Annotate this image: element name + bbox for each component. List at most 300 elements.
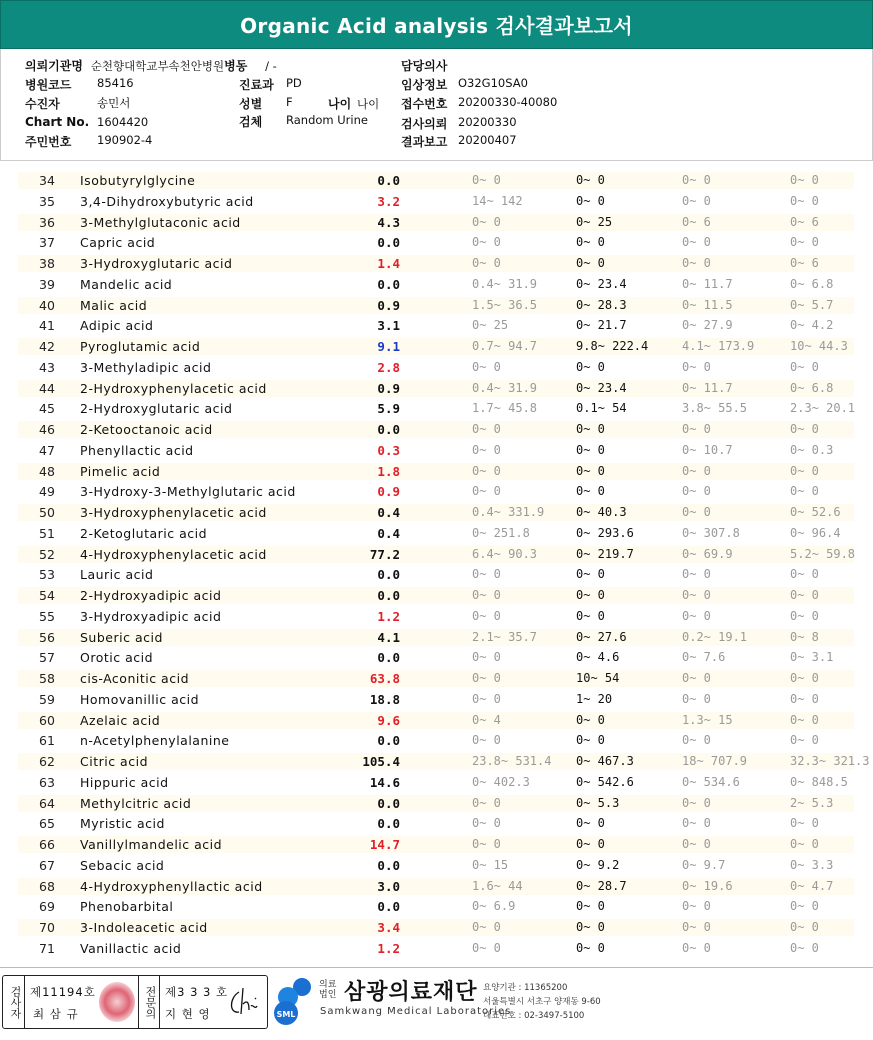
- table-row: [0, 813, 873, 834]
- reference-range-3: 0~ 0: [682, 608, 711, 623]
- reference-range-1: 0~ 0: [472, 795, 501, 810]
- reference-range-3: 0~ 0: [682, 173, 711, 187]
- reference-range-2: 0~ 28.3: [576, 297, 627, 312]
- row-number: 65: [39, 816, 55, 832]
- org-code: 요양기관 : 11365200: [483, 983, 568, 993]
- result-value: 14.6: [369, 774, 400, 790]
- row-number: 70: [39, 920, 55, 935]
- row-number: 46: [39, 422, 55, 437]
- reference-range-4: 0~ 8: [790, 629, 819, 644]
- result-value: 2.8: [377, 359, 400, 375]
- report-title: Organic Acid analysis 검사결과보고서: [0, 0, 873, 49]
- signature-box: [2, 975, 268, 1029]
- chart-value: 1604420: [97, 115, 149, 129]
- reference-range-2: 9.8~ 222.4: [576, 339, 649, 353]
- row-number: 58: [39, 671, 55, 686]
- row-number: 53: [39, 567, 55, 583]
- reference-range-2: 0~ 0: [576, 837, 605, 851]
- row-number: 44: [39, 380, 55, 396]
- reference-range-3: 0~ 0: [682, 567, 711, 582]
- reference-range-1: 0~ 0: [472, 608, 501, 623]
- report-label: 결과보고: [401, 135, 448, 149]
- reference-range-1: 0~ 0: [472, 837, 501, 851]
- reference-range-3: 0~ 534.6: [682, 774, 740, 789]
- analyte-name: 3-Hydroxy-3-Methylglutaric acid: [80, 484, 296, 500]
- row-number: 42: [39, 339, 55, 354]
- reference-range-4: 0~ 0: [790, 671, 819, 685]
- reference-range-1: 0~ 0: [472, 173, 501, 187]
- reference-range-3: 0~ 0: [682, 359, 711, 374]
- reference-range-1: 0.4~ 31.9: [472, 276, 538, 291]
- reference-range-1: 0~ 15: [472, 857, 509, 872]
- reference-range-2: 0~ 9.2: [576, 857, 620, 872]
- reference-range-2: 0~ 0: [576, 463, 605, 478]
- table-row: [0, 606, 873, 627]
- table-row: [0, 668, 873, 689]
- result-value: 3.1: [377, 318, 400, 334]
- reference-range-3: 0~ 11.7: [682, 276, 733, 291]
- reference-range-3: 0~ 0: [682, 816, 711, 831]
- row-number: 69: [39, 899, 55, 915]
- report-value: 20200407: [458, 133, 517, 147]
- row-number: 37: [39, 235, 55, 251]
- reference-range-2: 0~ 28.7: [576, 878, 627, 893]
- request-value: 20200330: [458, 115, 517, 129]
- result-value: 0.0: [377, 588, 400, 603]
- reference-range-2: 0~ 0: [576, 484, 605, 499]
- reference-range-1: 23.8~ 531.4: [472, 754, 552, 768]
- result-value: 1.4: [377, 256, 400, 271]
- reference-range-3: 0~ 0: [682, 795, 711, 810]
- org-address: 서울특별시 서초구 양재동 9-60: [483, 997, 601, 1007]
- analyte-name: Hippuric acid: [80, 774, 169, 790]
- row-number: 56: [39, 629, 55, 645]
- result-value: 3.0: [377, 878, 400, 894]
- reference-range-4: 0~ 6.8: [790, 380, 834, 395]
- reference-range-4: 0~ 0: [790, 691, 819, 706]
- result-value: 0.0: [377, 567, 400, 583]
- reference-range-1: 0~ 0: [472, 816, 501, 831]
- row-number: 52: [39, 546, 55, 562]
- reference-range-2: 0~ 23.4: [576, 276, 627, 291]
- reference-range-1: 0~ 0: [472, 214, 501, 229]
- table-row: [0, 336, 873, 357]
- table-row: [0, 461, 873, 482]
- examiner-label: 검사자: [9, 985, 22, 1019]
- reference-range-2: 0~ 0: [576, 256, 605, 270]
- resident-value: 190902-4: [97, 133, 153, 147]
- reference-range-3: 1.3~ 15: [682, 712, 733, 727]
- analyte-name: 3-Methyladipic acid: [80, 359, 212, 375]
- row-number: 48: [39, 463, 55, 479]
- analyte-name: Orotic acid: [80, 650, 154, 666]
- reference-range-3: 0~ 10.7: [682, 442, 733, 457]
- reference-range-4: 0~ 0: [790, 940, 819, 955]
- reference-range-1: 6.4~ 90.3: [472, 546, 538, 561]
- reference-range-4: 0~ 0: [790, 359, 819, 374]
- reference-range-4: 0~ 3.1: [790, 650, 834, 665]
- reference-range-1: 0~ 402.3: [472, 774, 530, 789]
- analyte-name: Capric acid: [80, 235, 156, 251]
- row-number: 38: [39, 256, 55, 271]
- doctor-label: 담당의사: [401, 59, 448, 73]
- table-row: [0, 481, 873, 502]
- reference-range-4: 0~ 96.4: [790, 525, 841, 540]
- reference-range-4: 0~ 0: [790, 588, 819, 602]
- analyte-name: 3-Methylglutaconic acid: [80, 214, 241, 230]
- reference-range-4: 0~ 0: [790, 899, 819, 914]
- table-row: [0, 772, 873, 793]
- reference-range-3: 0~ 27.9: [682, 318, 733, 333]
- reference-range-3: 0~ 0: [682, 484, 711, 499]
- chart-label: Chart No.: [25, 115, 90, 129]
- reference-range-1: 0~ 251.8: [472, 525, 530, 540]
- row-number: 55: [39, 608, 55, 624]
- result-value: 1.2: [377, 940, 400, 956]
- ward-label: 병동: [224, 59, 248, 73]
- reference-range-3: 0~ 7.6: [682, 650, 726, 665]
- analyte-name: Pimelic acid: [80, 463, 161, 479]
- table-row: [0, 544, 873, 565]
- reference-range-1: 2.1~ 35.7: [472, 629, 538, 644]
- reference-range-4: 2~ 5.3: [790, 795, 834, 810]
- reference-range-4: 0~ 0: [790, 816, 819, 831]
- patient-value: 송민서: [97, 96, 131, 110]
- result-value: 0.0: [377, 857, 400, 873]
- reference-range-2: 0.1~ 54: [576, 401, 627, 416]
- reference-range-2: 0~ 0: [576, 733, 605, 748]
- reference-range-3: 0~ 0: [682, 940, 711, 955]
- row-number: 64: [39, 795, 55, 811]
- table-row: [0, 564, 873, 585]
- row-number: 51: [39, 525, 55, 541]
- table-row: [0, 212, 873, 233]
- reference-range-2: 0~ 21.7: [576, 318, 627, 333]
- reference-range-2: 0~ 0: [576, 588, 605, 602]
- result-value: 0.0: [377, 795, 400, 811]
- receipt-label: 접수번호: [401, 97, 448, 111]
- row-number: 59: [39, 691, 55, 707]
- result-value: 0.0: [377, 173, 400, 188]
- result-value: 0.0: [377, 733, 400, 749]
- analyte-name: 4-Hydroxyphenyllactic acid: [80, 878, 263, 894]
- reference-range-3: 0~ 307.8: [682, 525, 740, 540]
- patient-info-section: [0, 49, 873, 161]
- reference-range-3: 18~ 707.9: [682, 754, 748, 768]
- age-label: 나이: [328, 97, 352, 111]
- reference-range-3: 0~ 69.9: [682, 546, 733, 561]
- analyte-name: 4-Hydroxyphenylacetic acid: [80, 546, 267, 562]
- analyte-name: Sebacic acid: [80, 857, 165, 873]
- reference-range-4: 0~ 3.3: [790, 857, 834, 872]
- table-row: [0, 378, 873, 399]
- org-name: 삼광의료재단: [344, 980, 478, 1005]
- reference-range-2: 0~ 219.7: [576, 546, 634, 561]
- reference-range-4: 0~ 0: [790, 920, 819, 934]
- reference-range-1: 0~ 0: [472, 567, 501, 582]
- result-value: 63.8: [369, 671, 400, 686]
- row-number: 54: [39, 588, 55, 603]
- analyte-name: 3-Hydroxyadipic acid: [80, 608, 222, 624]
- org-english-name: Samkwang Medical Laboratories: [320, 1006, 512, 1017]
- analyte-name: Vanillylmandelic acid: [80, 837, 223, 852]
- reference-range-4: 2.3~ 20.1: [790, 401, 856, 416]
- reference-range-4: 0~ 0: [790, 837, 819, 851]
- reference-range-2: 0~ 5.3: [576, 795, 620, 810]
- table-row: [0, 876, 873, 897]
- result-value: 0.9: [377, 380, 400, 396]
- analyte-name: 2-Hydroxyadipic acid: [80, 588, 222, 603]
- result-value: 105.4: [362, 754, 400, 769]
- department-label: 진료과: [239, 78, 274, 92]
- result-value: 3.2: [377, 193, 400, 209]
- reference-range-3: 0~ 0: [682, 235, 711, 250]
- reference-range-1: 0~ 0: [472, 671, 501, 685]
- org-prefix: 의료법인: [319, 980, 337, 1000]
- row-number: 63: [39, 774, 55, 790]
- analyte-name: cis-Aconitic acid: [80, 671, 190, 686]
- reference-range-2: 0~ 293.6: [576, 525, 634, 540]
- reference-range-1: 14~ 142: [472, 193, 523, 208]
- result-value: 0.4: [377, 525, 400, 541]
- row-number: 47: [39, 442, 55, 458]
- reference-range-1: 0~ 4: [472, 712, 501, 727]
- official-seal-icon: [99, 982, 135, 1022]
- hospital-code-value: 85416: [97, 76, 134, 90]
- row-number: 62: [39, 754, 55, 769]
- analyte-name: 2-Hydroxyglutaric acid: [80, 401, 233, 417]
- examiner-name: 최 삼 규: [33, 1007, 79, 1021]
- specialist-number: 제3 3 3 호: [165, 985, 229, 999]
- reference-range-3: 0~ 11.7: [682, 380, 733, 395]
- reference-range-2: 0~ 0: [576, 422, 605, 436]
- result-value: 0.4: [377, 505, 400, 520]
- result-value: 0.0: [377, 899, 400, 915]
- row-number: 67: [39, 857, 55, 873]
- institution-label: 의뢰기관명: [25, 59, 83, 73]
- reference-range-1: 1.5~ 36.5: [472, 297, 538, 312]
- analyte-name: Vanillactic acid: [80, 940, 182, 956]
- specimen-label: 검체: [239, 115, 263, 129]
- reference-range-4: 0~ 6: [790, 214, 819, 229]
- row-number: 34: [39, 173, 55, 188]
- reference-range-1: 0~ 0: [472, 422, 501, 436]
- reference-range-2: 0~ 0: [576, 608, 605, 623]
- sml-logo-icon: [272, 975, 316, 1025]
- reference-range-2: 0~ 0: [576, 442, 605, 457]
- reference-range-2: 0~ 0: [576, 940, 605, 955]
- table-row: [0, 938, 873, 959]
- institution-row: [25, 57, 277, 74]
- row-number: 35: [39, 193, 55, 209]
- analyte-name: Azelaic acid: [80, 712, 161, 728]
- reference-range-1: 0~ 0: [472, 588, 501, 602]
- department-value: PD: [286, 76, 302, 90]
- reference-range-1: 0~ 0: [472, 359, 501, 374]
- reference-range-3: 0~ 0: [682, 463, 711, 478]
- result-value: 0.0: [377, 276, 400, 292]
- receipt-value: 20200330-40080: [458, 95, 558, 109]
- row-number: 50: [39, 505, 55, 520]
- row-number: 61: [39, 733, 55, 749]
- reference-range-4: 0~ 6.8: [790, 276, 834, 291]
- reference-range-2: 0~ 0: [576, 173, 605, 187]
- analyte-name: 3-Hydroxyphenylacetic acid: [80, 505, 267, 520]
- table-row: [0, 191, 873, 212]
- row-number: 45: [39, 401, 55, 417]
- reference-range-2: 0~ 27.6: [576, 629, 627, 644]
- analyte-name: Pyroglutamic acid: [80, 339, 201, 354]
- reference-range-2: 0~ 0: [576, 567, 605, 582]
- table-row: [0, 502, 873, 523]
- analyte-name: Myristic acid: [80, 816, 165, 832]
- analyte-name: n-Acetylphenylalanine: [80, 733, 230, 749]
- reference-range-1: 0~ 0: [472, 235, 501, 250]
- clinical-value: O32G10SA0: [458, 76, 528, 90]
- reference-range-4: 0~ 0: [790, 608, 819, 623]
- table-row: [0, 295, 873, 316]
- analyte-name: Lauric acid: [80, 567, 154, 583]
- analyte-name: Adipic acid: [80, 318, 154, 334]
- row-number: 60: [39, 712, 55, 728]
- table-row: [0, 710, 873, 731]
- analyte-name: Mandelic acid: [80, 276, 173, 292]
- reference-range-4: 0~ 6: [790, 256, 819, 270]
- reference-range-4: 0~ 4.2: [790, 318, 834, 333]
- sex-label: 성별: [239, 97, 263, 111]
- reference-range-3: 0~ 0: [682, 899, 711, 914]
- row-number: 43: [39, 359, 55, 375]
- analyte-name: 3-Indoleacetic acid: [80, 920, 208, 935]
- specialist-name: 지 현 영: [165, 1007, 211, 1021]
- row-number: 39: [39, 276, 55, 292]
- result-value: 0.0: [377, 422, 400, 437]
- reference-range-1: 0~ 0: [472, 691, 501, 706]
- analyte-name: Homovanillic acid: [80, 691, 200, 707]
- reference-range-3: 0~ 19.6: [682, 878, 733, 893]
- table-row: [0, 357, 873, 378]
- table-row: [0, 793, 873, 814]
- result-value: 77.2: [369, 546, 400, 562]
- analyte-name: 3-Hydroxyglutaric acid: [80, 256, 233, 271]
- reference-range-1: 0~ 0: [472, 442, 501, 457]
- reference-range-2: 0~ 0: [576, 712, 605, 727]
- result-value: 0.0: [377, 816, 400, 832]
- reference-range-1: 0.7~ 94.7: [472, 339, 538, 353]
- reference-range-2: 0~ 0: [576, 193, 605, 208]
- row-number: 71: [39, 940, 55, 956]
- reference-range-2: 0~ 0: [576, 899, 605, 914]
- reference-range-1: 0~ 6.9: [472, 899, 516, 914]
- reference-range-4: 0~ 0: [790, 733, 819, 748]
- row-number: 66: [39, 837, 55, 852]
- reference-range-2: 0~ 4.6: [576, 650, 620, 665]
- table-row: [0, 647, 873, 668]
- reference-range-1: 0~ 0: [472, 484, 501, 499]
- reference-range-3: 3.8~ 55.5: [682, 401, 748, 416]
- table-row: [0, 751, 873, 772]
- table-row: [0, 398, 873, 419]
- signature-icon: [225, 984, 263, 1020]
- result-value: 9.6: [377, 712, 400, 728]
- reference-range-4: 0~ 0: [790, 422, 819, 436]
- reference-range-2: 0~ 467.3: [576, 754, 634, 768]
- reference-range-4: 0~ 4.7: [790, 878, 834, 893]
- result-value: 0.9: [377, 297, 400, 313]
- reference-range-2: 0~ 0: [576, 235, 605, 250]
- reference-range-4: 10~ 44.3: [790, 339, 848, 353]
- analyte-name: Phenobarbital: [80, 899, 174, 915]
- reference-range-3: 4.1~ 173.9: [682, 339, 755, 353]
- result-value: 9.1: [377, 339, 400, 354]
- result-value: 3.4: [377, 920, 400, 935]
- reference-range-4: 0~ 0: [790, 484, 819, 499]
- table-row: [0, 253, 873, 274]
- reference-range-4: 32.3~ 321.3: [790, 754, 870, 768]
- reference-range-4: 0~ 52.6: [790, 505, 841, 519]
- results-table: [0, 170, 873, 962]
- result-value: 14.7: [369, 837, 400, 852]
- reference-range-3: 0~ 0: [682, 588, 711, 602]
- result-value: 0.0: [377, 235, 400, 251]
- reference-range-4: 0~ 0: [790, 712, 819, 727]
- reference-range-3: 0.2~ 19.1: [682, 629, 748, 644]
- ward-value: / -: [265, 59, 277, 73]
- reference-range-3: 0~ 0: [682, 733, 711, 748]
- reference-range-2: 0~ 25: [576, 214, 613, 229]
- reference-range-3: 0~ 0: [682, 422, 711, 436]
- reference-range-1: 0.4~ 31.9: [472, 380, 538, 395]
- result-value: 0.0: [377, 650, 400, 666]
- resident-label: 주민번호: [25, 135, 72, 149]
- reference-range-4: 0~ 0: [790, 193, 819, 208]
- table-row: [0, 730, 873, 751]
- specimen-value: Random Urine: [286, 113, 368, 127]
- analyte-name: 3,4-Dihydroxybutyric acid: [80, 193, 254, 209]
- analyte-name: Phenyllactic acid: [80, 442, 194, 458]
- table-row: [0, 855, 873, 876]
- reference-range-4: 0~ 0.3: [790, 442, 834, 457]
- sex-value: F: [286, 95, 293, 109]
- row-number: 57: [39, 650, 55, 666]
- reference-range-4: 0~ 5.7: [790, 297, 834, 312]
- clinical-label: 임상정보: [401, 78, 448, 92]
- reference-range-4: 0~ 0: [790, 463, 819, 478]
- request-label: 검사의뢰: [401, 117, 448, 131]
- reference-range-1: 0~ 0: [472, 650, 501, 665]
- reference-range-4: 0~ 0: [790, 235, 819, 250]
- logo-text: SML: [276, 1010, 296, 1019]
- table-row: [0, 315, 873, 336]
- examiner-number: 제11194호: [30, 985, 96, 999]
- table-row: [0, 440, 873, 461]
- analyte-name: 2-Hydroxyphenylacetic acid: [80, 380, 267, 396]
- reference-range-4: 0~ 848.5: [790, 774, 848, 789]
- reference-range-2: 0~ 542.6: [576, 774, 634, 789]
- footer-divider: [0, 967, 873, 968]
- reference-range-2: 0~ 40.3: [576, 505, 627, 519]
- result-value: 4.3: [377, 214, 400, 230]
- reference-range-1: 1.6~ 44: [472, 878, 523, 893]
- reference-range-2: 0~ 0: [576, 359, 605, 374]
- reference-range-3: 0~ 6: [682, 214, 711, 229]
- analyte-name: Suberic acid: [80, 629, 163, 645]
- table-row: [0, 523, 873, 544]
- reference-range-1: 1.7~ 45.8: [472, 401, 538, 416]
- result-value: 18.8: [369, 691, 400, 707]
- row-number: 40: [39, 297, 55, 313]
- result-value: 4.1: [377, 629, 400, 645]
